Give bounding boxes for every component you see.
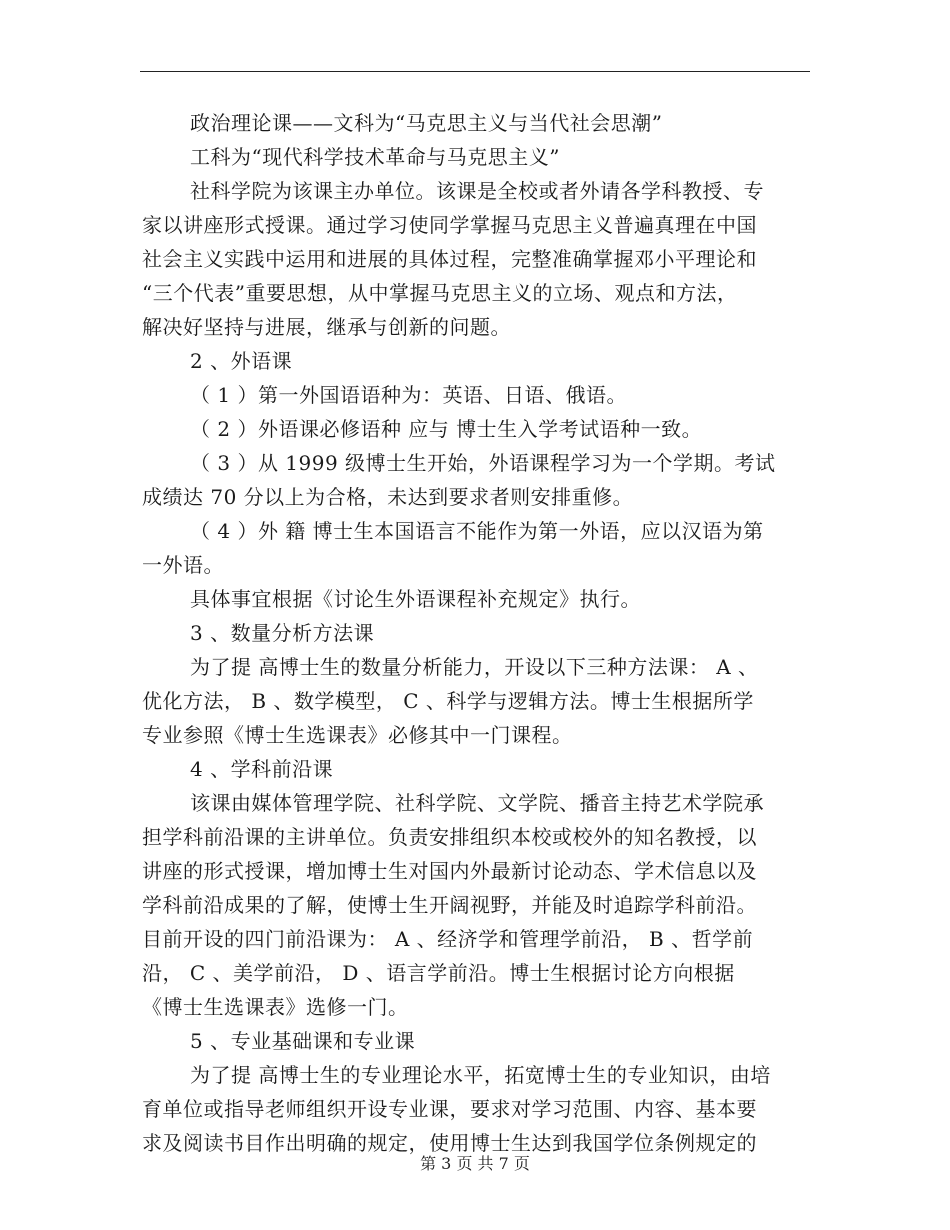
paragraph-line: 具体事宜根据《讨论生外语课程补充规定》执行。 (190, 587, 641, 611)
paragraph-line: 工科为“现代科学技术革命与马克思主义” (190, 145, 560, 169)
paragraph-line: 社会主义实践中运用和进展的具体过程，完整准确掌握邓小平理论和 (142, 247, 757, 271)
paragraph-line: 专业参照《博士生选课表》必修其中一门课程。 (142, 723, 573, 747)
paragraph-line: 目前开设的四门前沿课为： A 、经济学和管理学前沿， B 、哲学前 (142, 927, 754, 951)
paragraph-line: 《博士生选课表》选修一门。 (142, 995, 409, 1019)
paragraph-line: （ 4 ）外 籍 博士生本国语言不能作为第一外语，应以汉语为第 (190, 519, 764, 543)
paragraph-line: 优化方法， B 、数学模型， C 、科学与逻辑方法。博士生根据所学 (142, 689, 754, 713)
section-heading: 4 、学科前沿课 (190, 757, 334, 781)
paragraph-line: 担学科前沿课的主讲单位。负责安排组织本校或校外的知名教授，以 (142, 825, 757, 849)
paragraph-line: 一外语。 (142, 553, 224, 577)
paragraph-line: 社科学院为该课主办单位。该课是全校或者外请各学科教授、专 (190, 179, 764, 203)
header-rule (140, 71, 810, 72)
section-heading: 2 、外语课 (190, 349, 293, 373)
paragraph-line: 政治理论课——文科为“马克思主义与当代社会思潮” (190, 111, 663, 135)
paragraph-line: （ 3 ）从 1999 级博士生开始，外语课程学习为一个学期。考试 (190, 451, 776, 475)
paragraph-line: 该课由媒体管理学院、社科学院、文学院、播音主持艺术学院承 (190, 791, 764, 815)
paragraph-line: “三个代表”重要思想，从中掌握马克思主义的立场、观点和方法， (142, 281, 738, 305)
paragraph-line: 育单位或指导老师组织开设专业课，要求对学习范围、内容、基本要 (142, 1097, 757, 1121)
paragraph-line: 家以讲座形式授课。通过学习使同学掌握马克思主义普遍真理在中国 (142, 213, 757, 237)
section-heading: 5 、专业基础课和专业课 (190, 1029, 416, 1053)
paragraph-line: 学科前沿成果的了解，使博士生开阔视野，并能及时追踪学科前沿。 (142, 893, 757, 917)
section-heading: 3 、数量分析方法课 (190, 621, 375, 645)
body-text (142, 106, 810, 1160)
paragraph-line: 成绩达 70 分以上为合格，未达到要求者则安排重修。 (142, 485, 634, 509)
paragraph-line: 为了提 高博士生的专业理论水平，拓宽博士生的专业知识，由培 (190, 1063, 771, 1087)
paragraph-line: 解决好坚持与进展，继承与创新的问题。 (142, 315, 511, 339)
paragraph-line: （ 1 ）第一外国语语种为：英语、日语、俄语。 (190, 383, 627, 407)
paragraph-line: 讲座的形式授课，增加博士生对国内外最新讨论动态、学术信息以及 (142, 859, 757, 883)
page-number-footer: 第 3 页 共 7 页 (420, 1154, 530, 1173)
paragraph-line: 为了提 高博士生的数量分析能力，开设以下三种方法课： A 、 (190, 655, 759, 679)
paragraph-line: （ 2 ）外语课必修语种 应与 博士生入学考试语种一致。 (190, 417, 703, 441)
paragraph-line: 沿， C 、美学前沿， D 、语言学前沿。博士生根据讨论方向根据 (142, 961, 735, 985)
paragraph-line: 求及阅读书目作出明确的规定，使用博士生达到我国学位条例规定的 (142, 1131, 757, 1155)
